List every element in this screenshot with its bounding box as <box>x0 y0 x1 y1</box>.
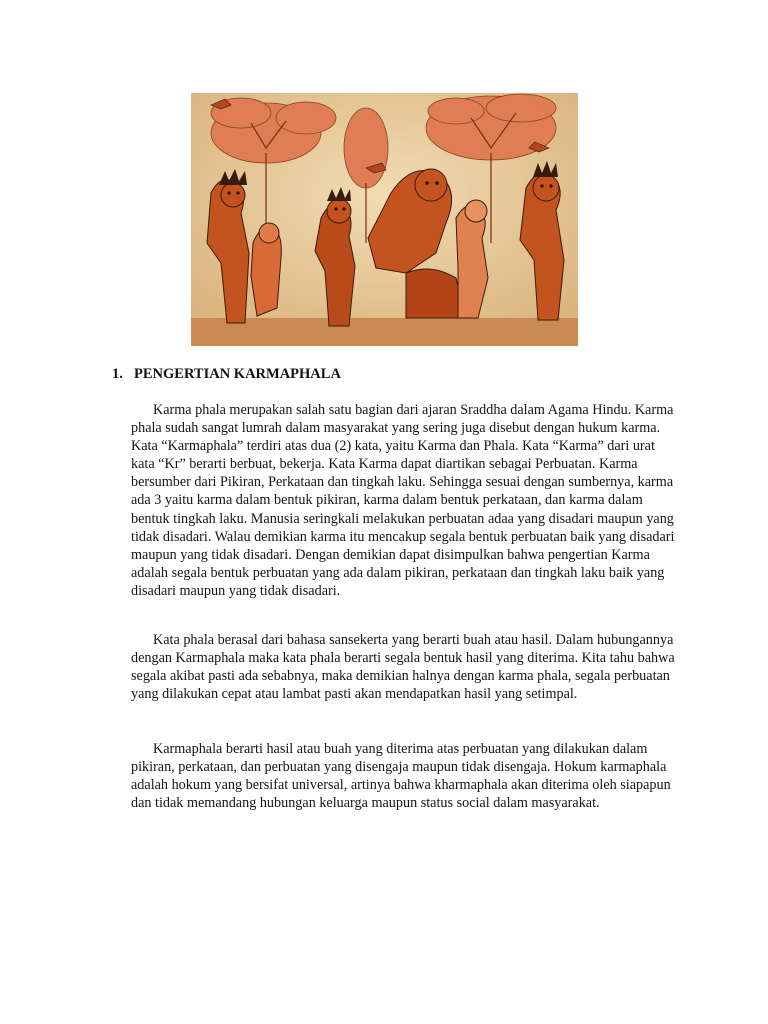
balinese-painting-image <box>191 93 578 346</box>
painting-illustration <box>191 93 578 346</box>
section-heading <box>112 366 341 383</box>
heading-number: 1. <box>112 366 123 382</box>
paragraph-1: Karma phala merupakan salah satu bagian dari ajaran Sraddha dalam Agama Hindu. Karma phala sudah sangat lumrah dalam masyarakat yang sering juga disebut dengan hukum karma. Kata “Karmaphala” terdiri atas dua (2) kata, yaitu Karma dan Phala. Kata “Karma” dari urat kata “Kr” berarti berbuat, bekerja. Kata Karma dapat diartikan sebagai Perbuatan. Karma bersumber dari Pikiran, Perkataan dan tingkah laku. Sehingga sesuai dengan sumbernya, karma ada 3 yaitu karma dalam bentuk pikiran, karma dalam bentuk perkataan, dan karma dalam bentuk tingkah laku. Manusia seringkali melakukan perbuatan adaa yang disadari maupun yang tidak disadari. Walau demikian karma itu mencakup segala bentuk perbuatan baik yang disadari maupun yang tidak disadari. Dengan demikian dapat disimpulkan bahwa pengertian Karma adalah segala bentuk perbuatan yang ada dalam pikiran, perkataan dan tingkah laku baik yang disadari maupun yang tidak disadari. <box>131 402 675 599</box>
heading-title: PENGERTIAN KARMAPHALA <box>134 366 341 382</box>
paragraph-2: Kata phala berasal dari bahasa sansekerta yang berarti buah atau hasil. Dalam hubungannya dengan Karmaphala maka kata phala berarti segala bentuk hasil yang diterima. Kita tahu bahwa segala akibat pasti ada sebabnya, maka demikian halnya dengan karma phala, segala perbuatan yang dilakukan cepat atau lambat pasti akan mendapatkan hasil yang setimpal. <box>131 632 675 703</box>
paragraph-3: Karmaphala berarti hasil atau buah yang diterima atas perbuatan yang dilakukan dalam pikiran, perkataan, dan perbuatan yang disengaja maupun tidak disengaja. Hokum karmaphala adalah hokum yang bersifat universal, artinya bahwa kharmaphala akan diterima oleh siapapun dan tidak memandang hubungan keluarga maupun status social dalam masyarakat. <box>131 741 671 812</box>
